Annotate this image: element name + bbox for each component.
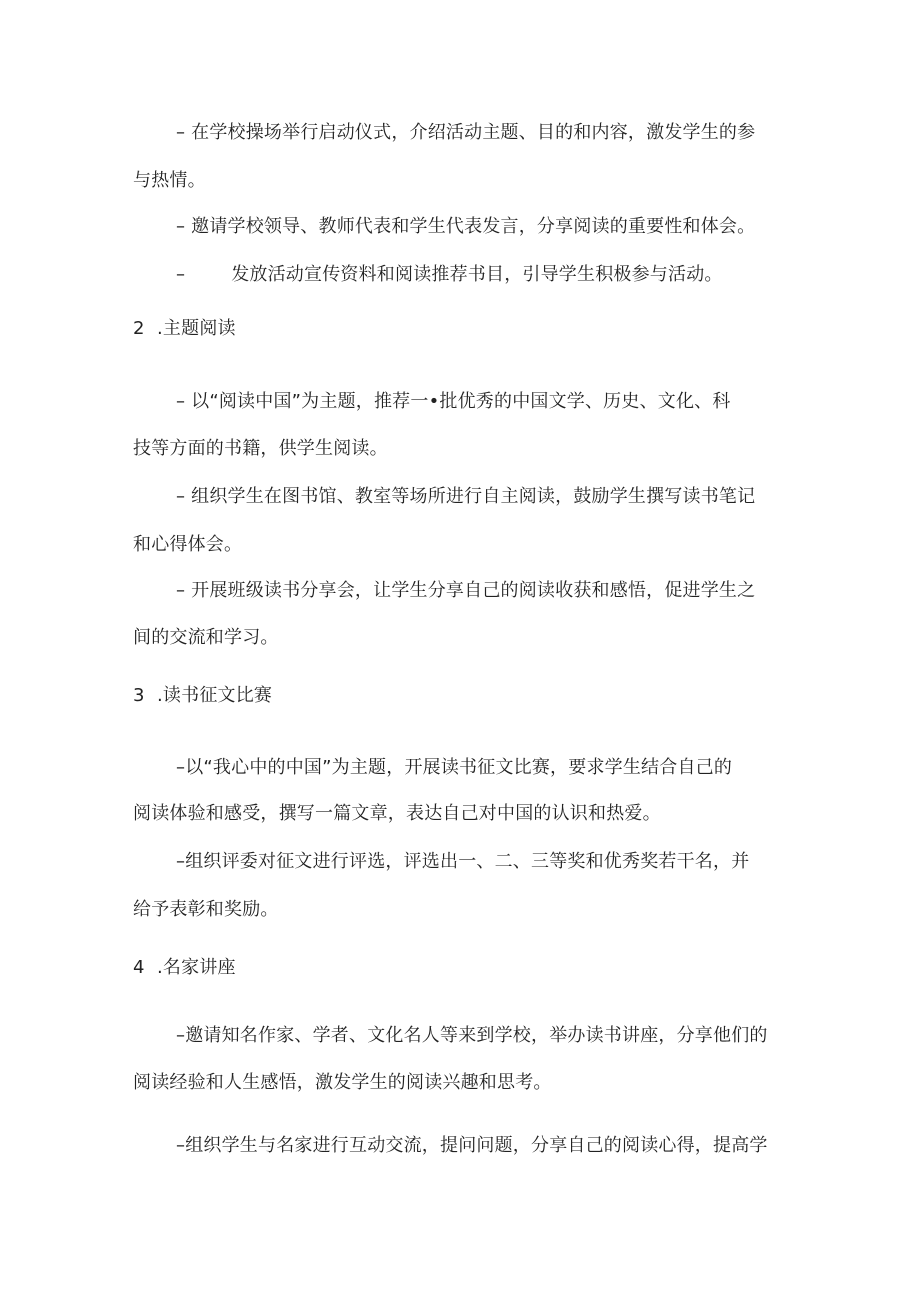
s3-bullet2-line2: 给予表彰和奖励。 <box>133 899 279 920</box>
s1-bullet3-text: 发放活动宣传资料和阅读推荐书目，引导学生积极参与活动。 <box>231 264 723 285</box>
s1-bullet3-line1 <box>176 263 723 287</box>
s4-bullet2-line1: –组织学生与名家进行互动交流，提问问题，分享自己的阅读心得，提高学 <box>176 1135 768 1156</box>
s2-bullet2-line1: – 组织学生在图书馆、教室等场所进行自主阅读，鼓励学生撰写读书笔记 <box>176 486 756 507</box>
section3-heading <box>133 684 272 708</box>
section3-title: .读书征文比赛 <box>157 685 273 706</box>
s4-bullet1-line2: 阅读经验和人生感悟，激发学生的阅读兴趣和思考。 <box>133 1072 552 1093</box>
s3-bullet1-line2: 阅读体验和感受，撰写一篇文章，表达自己对中国的认识和热爱。 <box>133 803 661 824</box>
s1-bullet3-dash: – <box>176 264 186 285</box>
section4-heading <box>133 956 236 980</box>
s2-bullet3-line1: – 开展班级读书分享会，让学生分享自己的阅读收获和感悟，促进学生之 <box>176 580 756 601</box>
section2-heading <box>133 317 236 341</box>
s3-bullet1-line1: –以“我心中的中国”为主题，开展读书征文比赛，要求学生结合自己的 <box>176 757 733 778</box>
s1-bullet2-line1: – 邀请学校领导、教师代表和学生代表发言，分享阅读的重要性和体会。 <box>176 216 756 237</box>
s2-bullet2-line2: 和心得体会。 <box>133 534 243 555</box>
s3-bullet2-line1: –组织评委对征文进行评选，评选出一、二、三等奖和优秀奖若干名，并 <box>176 851 750 872</box>
s2-bullet3-line2: 间的交流和学习。 <box>133 627 279 648</box>
section4-number: 4 <box>133 957 145 978</box>
s1-bullet1-line1: – 在学校操场举行启动仪式，介绍活动主题、目的和内容，激发学生的参 <box>176 122 756 143</box>
section3-number: 3 <box>133 685 145 706</box>
s4-bullet1-line1: –邀请知名作家、学者、文化名人等来到学校，举办读书讲座，分享他们的 <box>176 1025 768 1046</box>
section2-title: .主题阅读 <box>157 318 236 339</box>
s1-bullet1-line2: 与热情。 <box>133 170 206 191</box>
section2-number: 2 <box>133 318 145 339</box>
s2-bullet1-line2: 技等方面的书籍，供学生阅读。 <box>133 438 388 459</box>
s2-bullet1-line1: – 以“阅读中国”为主题，推荐一•批优秀的中国文学、历史、文化、科 <box>176 391 731 412</box>
section4-title: .名家讲座 <box>157 957 236 978</box>
